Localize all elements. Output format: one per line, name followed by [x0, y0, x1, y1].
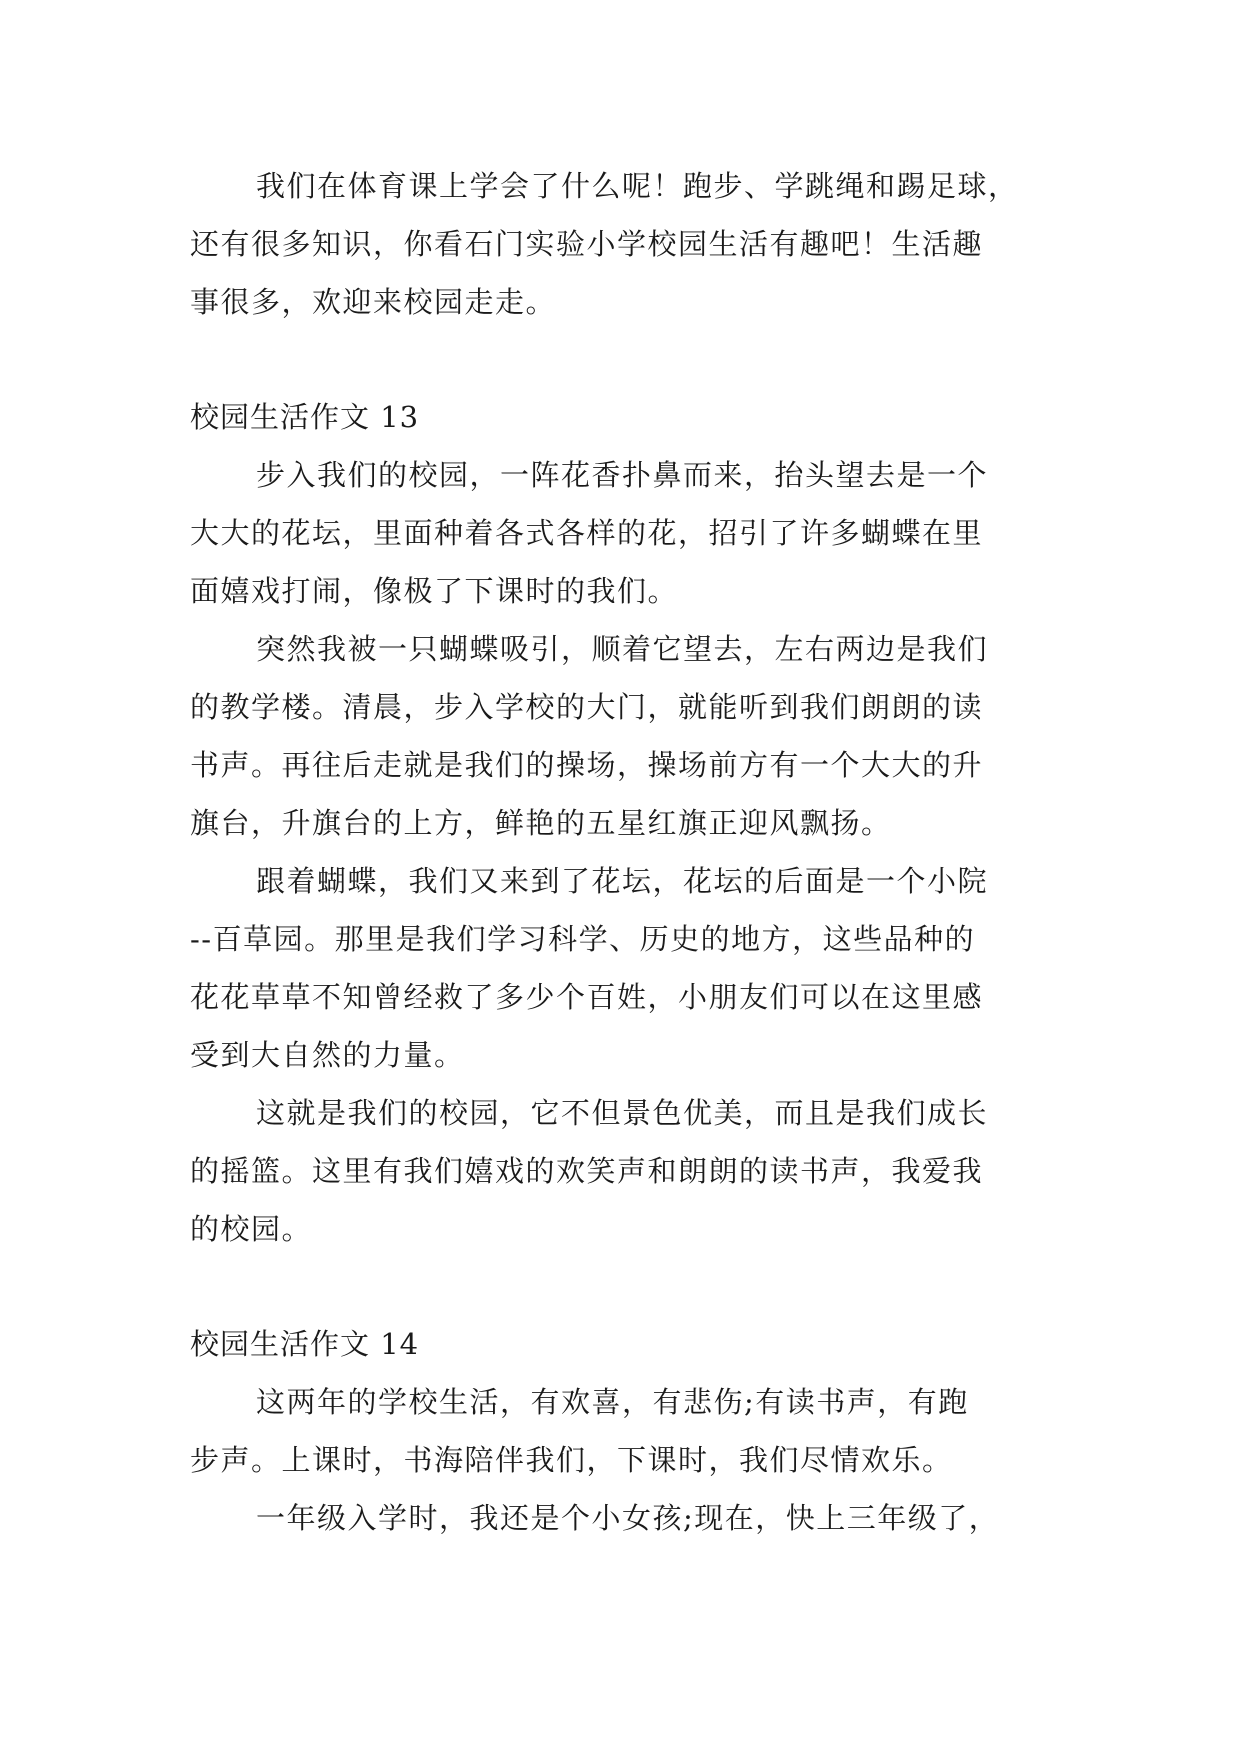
text-line: 突然我被一只蝴蝶吸引，顺着它望去，左右两边是我们 — [256, 632, 989, 666]
text-line: 事很多，欢迎来校园走走。 — [190, 285, 557, 319]
section-heading: 校园生活作文 14 — [190, 1327, 420, 1361]
text-line: 面嬉戏打闹，像极了下课时的我们。 — [190, 574, 679, 608]
text-line: 这两年的学校生活，有欢喜，有悲伤;有读书声，有跑 — [256, 1385, 969, 1419]
text-line: 步入我们的校园，一阵花香扑鼻而来，抬头望去是一个 — [256, 458, 989, 492]
section-heading: 校园生活作文 13 — [190, 400, 420, 434]
text-line: 受到大自然的力量。 — [190, 1038, 465, 1072]
text-line: 书声。再往后走就是我们的操场，操场前方有一个大大的升 — [190, 748, 984, 782]
text-line: 步声。上课时，书海陪伴我们，下课时，我们尽情欢乐。 — [190, 1443, 953, 1477]
text-line: 旗台，升旗台的上方，鲜艳的五星红旗正迎风飘扬。 — [190, 806, 892, 840]
text-line: 的教学楼。清晨，步入学校的大门，就能听到我们朗朗的读 — [190, 690, 984, 724]
text-line: 花花草草不知曾经救了多少个百姓，小朋友们可以在这里感 — [190, 980, 984, 1014]
text-line: 这就是我们的校园，它不但景色优美，而且是我们成长 — [256, 1096, 989, 1130]
text-line: 一年级入学时，我还是个小女孩;现在，快上三年级了， — [256, 1501, 1000, 1535]
text-line: --百草园。那里是我们学习科学、历史的地方，这些品种的 — [190, 922, 976, 956]
text-line: 的校园。 — [190, 1212, 313, 1246]
text-line: 跟着蝴蝶，我们又来到了花坛，花坛的后面是一个小院 — [256, 864, 989, 898]
text-line: 大大的花坛，里面种着各式各样的花，招引了许多蝴蝶在里 — [190, 516, 984, 550]
text-line: 我们在体育课上学会了什么呢！跑步、学跳绳和踢足球， — [256, 169, 1019, 203]
text-line: 还有很多知识，你看石门实验小学校园生活有趣吧！生活趣 — [190, 227, 984, 261]
text-line: 的摇篮。这里有我们嬉戏的欢笑声和朗朗的读书声，我爱我 — [190, 1154, 984, 1188]
